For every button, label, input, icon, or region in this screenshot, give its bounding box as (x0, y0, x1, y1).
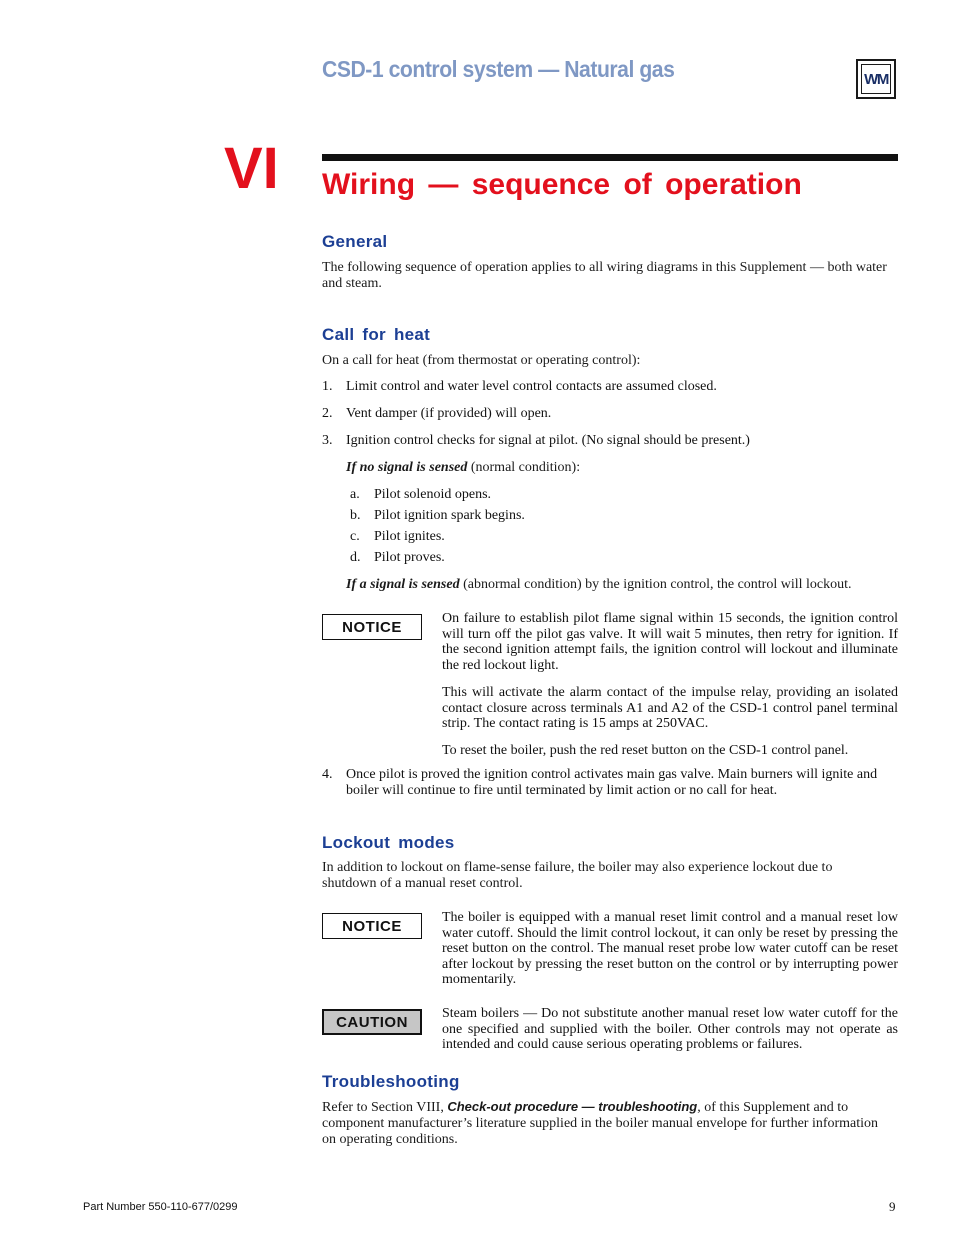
troubleshooting-heading: Troubleshooting (322, 1072, 460, 1091)
signal-rest: (abnormal condition) by the ignition control, the control will lockout. (459, 577, 852, 592)
sub-list-item-letter: a. (350, 487, 360, 502)
general-heading: General (322, 232, 388, 251)
notice-paragraph: To reset the boiler, push the red reset button on the CSD-1 control panel. (442, 743, 849, 758)
call-for-heat-heading: Call for heat (322, 325, 431, 344)
no-signal-lead: If no signal is sensed (346, 460, 468, 475)
title-rule (322, 154, 898, 161)
troubleshooting-text-before: Refer to Section VIII, (322, 1100, 448, 1115)
list-item-number: 2. (322, 406, 333, 421)
list-item-text: Once pilot is proved the ignition control activates main gas valve. Main burners will ignite and boiler will continue to fire until terminated by limit action or no call for heat. (346, 767, 878, 798)
no-signal-rest: (normal condition): (467, 460, 581, 475)
caution-badge: CAUTION (322, 1009, 422, 1035)
list-item-text: Ignition control checks for signal at pilot. (No signal should be present.) (346, 433, 750, 448)
list-item-number: 4. (322, 767, 333, 782)
page-title: Wiring — sequence of operation (322, 168, 802, 201)
signal-lead: If a signal is sensed (346, 577, 460, 592)
sub-list-item-letter: d. (350, 550, 361, 565)
signal-condition (346, 577, 898, 593)
sub-list-item (350, 529, 445, 545)
sub-list-item-text: Pilot proves. (374, 550, 445, 565)
brand-logo (856, 59, 896, 99)
notice-badge: NOTICE (322, 913, 422, 939)
list-item (322, 433, 898, 449)
list-item (322, 406, 898, 422)
notice-paragraph: On failure to establish pilot flame signal within 15 seconds, the ignition control will turn off the pilot gas valve. It will wait 5 minutes, then retry for ignition. If the second ignition attempt fails, the ignition control will lockout and illuminate the red lockout light. (442, 611, 898, 673)
list-item (322, 379, 898, 395)
list-item-number: 3. (322, 433, 333, 448)
sub-list-item (350, 550, 445, 566)
sub-list-item (350, 487, 491, 503)
call-for-heat-intro: On a call for heat (from thermostat or operating control): (322, 353, 641, 368)
document-header-title: CSD-1 control system — Natural gas (322, 56, 675, 82)
sub-list-item (350, 508, 525, 524)
no-signal-condition (346, 460, 898, 476)
lockout-paragraph: In addition to lockout on flame-sense failure, the boiler may also experience lockout due to shutdown of a manual reset control. (322, 860, 833, 891)
lockout-modes-heading: Lockout modes (322, 833, 455, 852)
list-item (322, 767, 898, 799)
section-number: VI (224, 136, 279, 201)
notice-paragraph: This will activate the alarm contact of the impulse relay, providing an isolated contact closure across terminals A1 and A2 of the CSD-1 control panel terminal strip. The contact rating is 15 amps at 250VAC. (442, 685, 898, 732)
part-number: Part Number 550-110-677/0299 (83, 1201, 238, 1213)
logo-mark: WM (861, 64, 891, 94)
page-number: 9 (889, 1199, 896, 1214)
sub-list-item-text: Pilot ignites. (374, 529, 445, 544)
troubleshooting-text-after: , of this Supplement and to component manufacturer’s literature supplied in the boiler manual envelope for further information on operating conditions. (322, 1100, 879, 1147)
checkout-procedure-reference: Check-out procedure — troubleshooting (447, 1099, 698, 1114)
general-paragraph: The following sequence of operation applies to all wiring diagrams in this Supplement — both water and steam. (322, 260, 887, 291)
caution-paragraph: Steam boilers — Do not substitute another manual reset low water cutoff for the one specified and supplied with the boiler. Other controls may not operate as intended and could cause serious operating problems or failures. (442, 1006, 898, 1053)
troubleshooting-paragraph (322, 1099, 892, 1148)
notice-paragraph: The boiler is equipped with a manual reset limit control and a manual reset low water cutoff. Should the limit control lockout, it can only be reset by pressing the reset button on the control. The manual reset probe low water cutoff can be reset after lockout by pressing the reset button on the control or by interrupting power momentarily. (442, 910, 898, 988)
sub-list-item-letter: c. (350, 529, 360, 544)
sub-list-item-letter: b. (350, 508, 361, 523)
notice-badge: NOTICE (322, 614, 422, 640)
sub-list-item-text: Pilot solenoid opens. (374, 487, 492, 502)
sub-list-item-text: Pilot ignition spark begins. (374, 508, 525, 523)
list-item-text: Limit control and water level control contacts are assumed closed. (346, 379, 717, 394)
list-item-text: Vent damper (if provided) will open. (346, 406, 552, 421)
list-item-number: 1. (322, 379, 333, 394)
